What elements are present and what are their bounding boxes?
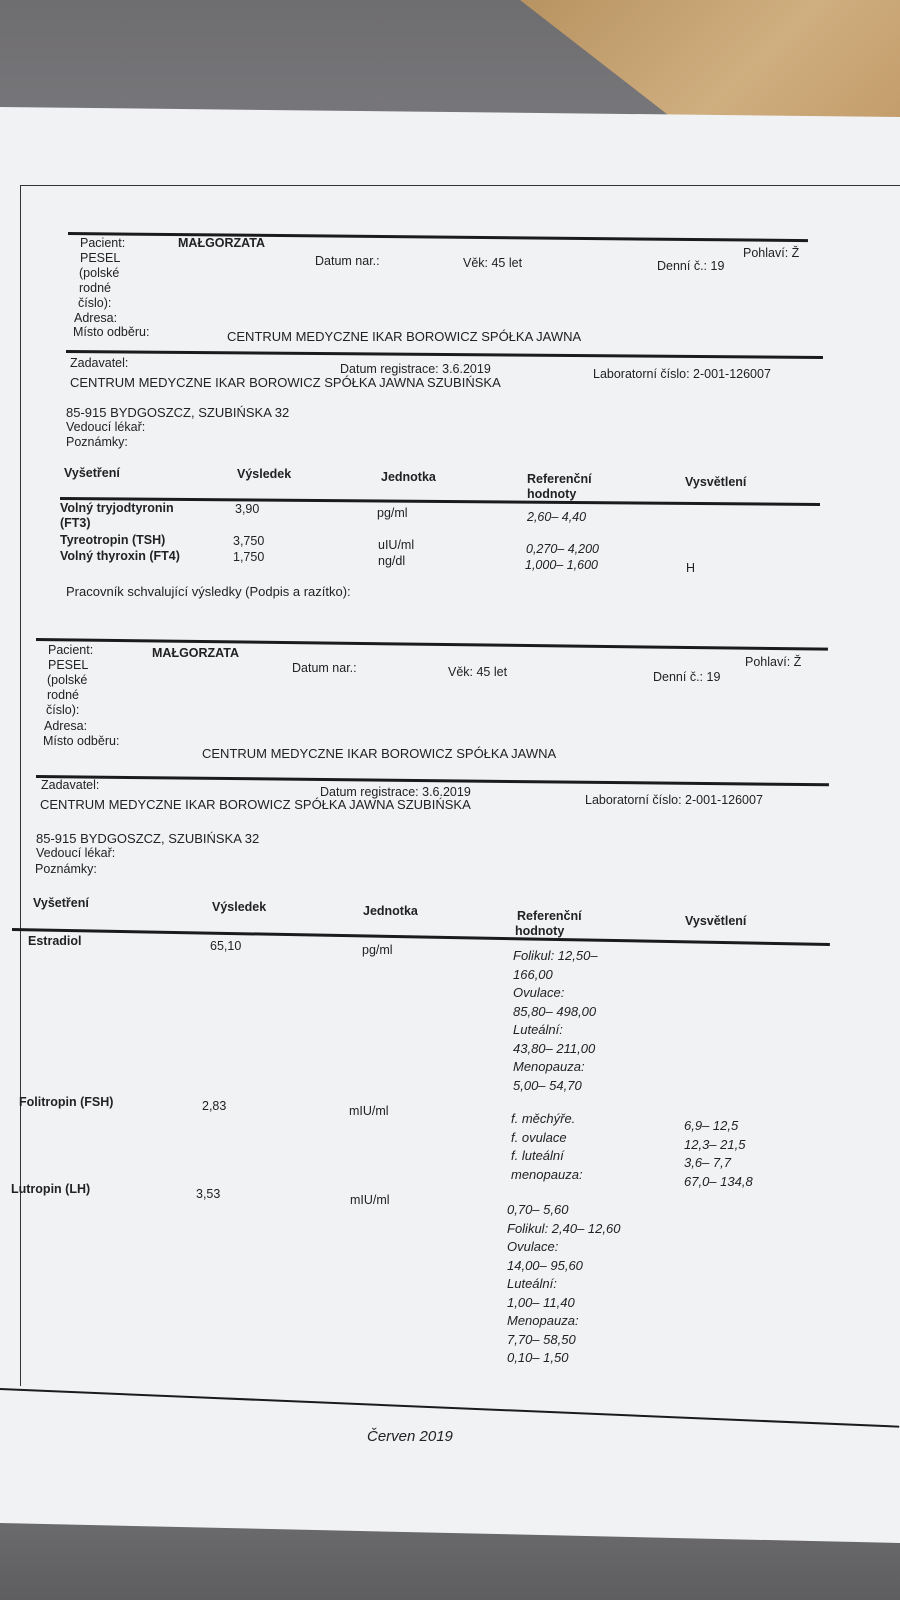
reference-line: 43,80– 211,00 bbox=[513, 1040, 596, 1056]
test-name: Folitropin (FSH) bbox=[19, 1095, 114, 1109]
collection-site-value: CENTRUM MEDYCZNE IKAR BOROWICZ SPÓŁKA JAWNA bbox=[202, 746, 557, 761]
collection-site-label: Místo odběru: bbox=[73, 325, 150, 339]
pesel-label: (polské bbox=[47, 673, 88, 687]
reference-line: menopauza: bbox=[511, 1166, 583, 1182]
reference-line: f. měchýře. bbox=[511, 1111, 576, 1126]
reference-line: 1,00– 11,40 bbox=[507, 1294, 575, 1310]
pesel-label: PESEL bbox=[80, 251, 121, 265]
reference-line: 85,80– 498,00 bbox=[513, 1003, 597, 1019]
reference-ranges bbox=[684, 1117, 753, 1191]
col-test-header: Vyšetření bbox=[33, 896, 89, 910]
reference-line: Luteální: bbox=[507, 1276, 557, 1291]
unit-value: uIU/ml bbox=[378, 538, 415, 552]
col-result-header: Výsledek bbox=[237, 467, 292, 481]
reference-line: Folikul: 2,40– 12,60 bbox=[507, 1220, 621, 1236]
result-value: 2,83 bbox=[202, 1099, 227, 1113]
reference-line: f. ovulace bbox=[511, 1129, 567, 1145]
reference-line: 12,3– 21,5 bbox=[684, 1136, 746, 1152]
col-reference-header: Referenční bbox=[517, 909, 582, 923]
pesel-label: číslo): bbox=[78, 296, 112, 310]
reference-line: Menopauza: bbox=[507, 1313, 579, 1328]
col-test-header: Vyšetření bbox=[64, 466, 120, 480]
lab-number: Laboratorní číslo: 2-001-126007 bbox=[593, 367, 771, 381]
test-name: Lutropin (LH) bbox=[11, 1182, 91, 1196]
col-unit-header: Jednotka bbox=[381, 470, 436, 484]
reference-line: 3,6– 7,7 bbox=[684, 1155, 731, 1170]
age-value: Věk: 45 let bbox=[448, 665, 508, 679]
reference-line: Menopauza: bbox=[513, 1059, 585, 1074]
result-value: 1,750 bbox=[233, 550, 265, 564]
reference-line: Ovulace: bbox=[507, 1239, 559, 1254]
notes-label: Poznámky: bbox=[35, 862, 97, 876]
reference-line: Luteální: bbox=[513, 1022, 563, 1037]
daily-number: Denní č.: 19 bbox=[657, 259, 725, 273]
head-doctor-label: Vedoucí lékař: bbox=[66, 420, 146, 434]
unit-value: mIU/ml bbox=[349, 1104, 389, 1118]
registration-date: Datum registrace: 3.6.2019 bbox=[320, 785, 471, 799]
reference-line: 166,00 bbox=[513, 966, 553, 982]
col-reference-header: hodnoty bbox=[515, 924, 565, 938]
pesel-label: rodné bbox=[47, 688, 79, 702]
reference-line: 5,00– 54,70 bbox=[513, 1077, 582, 1093]
col-unit-header: Jednotka bbox=[363, 904, 418, 918]
orderer-name: CENTRUM MEDYCZNE IKAR BOROWICZ SPÓŁKA JAWNA SZUBIŃSKA bbox=[70, 375, 501, 390]
orderer-name: CENTRUM MEDYCZNE IKAR BOROWICZ SPÓŁKA JAWNA SZUBIŃSKA bbox=[40, 797, 471, 812]
orderer-address: 85-915 BYDGOSZCZ, SZUBIŃSKA 32 bbox=[66, 405, 290, 420]
notes-label: Poznámky: bbox=[66, 435, 128, 449]
approver-label: Pracovník schvalující výsledky (Podpis a razítko): bbox=[66, 584, 351, 599]
reference-line: 14,00– 95,60 bbox=[507, 1257, 583, 1273]
pesel-label: číslo): bbox=[46, 703, 80, 717]
footer-date: Červen 2019 bbox=[367, 1428, 453, 1445]
test-name: Estradiol bbox=[28, 934, 82, 948]
col-reference-header: hodnoty bbox=[527, 487, 577, 501]
unit-value: mIU/ml bbox=[350, 1193, 390, 1207]
result-value: 3,750 bbox=[233, 534, 265, 548]
address-label: Adresa: bbox=[74, 311, 118, 325]
test-name: (FT3) bbox=[60, 516, 91, 530]
patient-name: MAŁGORZATA bbox=[152, 646, 240, 660]
col-result-header: Výsledek bbox=[212, 900, 267, 914]
patient-name: MAŁGORZATA bbox=[178, 236, 266, 250]
reference-line: Folikul: 12,50– bbox=[513, 948, 598, 963]
orderer-label: Zadavatel: bbox=[70, 356, 129, 370]
flag-high: H bbox=[686, 561, 696, 575]
collection-site-label: Místo odběru: bbox=[43, 734, 120, 748]
birth-date-label: Datum nar.: bbox=[292, 661, 357, 675]
reference-values bbox=[513, 947, 598, 1095]
birth-date-label: Datum nar.: bbox=[315, 254, 380, 268]
unit-value: pg/ml bbox=[377, 506, 408, 520]
reference-line: 6,9– 12,5 bbox=[684, 1118, 739, 1133]
head-doctor-label: Vedoucí lékař: bbox=[36, 846, 116, 860]
col-explanation-header: Vysvětlení bbox=[685, 475, 747, 489]
reference-values bbox=[507, 1201, 620, 1368]
test-name: Volný thyroxin (FT4) bbox=[60, 549, 180, 563]
sex-value: Pohlaví: Ž bbox=[743, 246, 800, 260]
reference-line: 7,70– 58,50 bbox=[507, 1331, 576, 1347]
reference-line: 67,0– 134,8 bbox=[684, 1173, 753, 1189]
reference-values bbox=[511, 1110, 583, 1184]
reference-value: 0,270– 4,200 bbox=[526, 542, 599, 556]
test-name: Volný tryjodtyronin bbox=[60, 501, 174, 515]
col-explanation-header: Vysvětlení bbox=[685, 914, 747, 928]
orderer-label: Zadavatel: bbox=[41, 778, 100, 792]
reference-line: Ovulace: bbox=[513, 985, 565, 1000]
result-value: 3,90 bbox=[235, 502, 260, 516]
sex-value: Pohlaví: Ž bbox=[745, 655, 802, 669]
reference-line: 0,70– 5,60 bbox=[507, 1202, 569, 1217]
reference-line: 0,10– 1,50 bbox=[507, 1350, 569, 1365]
pesel-label: (polské bbox=[79, 266, 120, 280]
reference-value: 2,60– 4,40 bbox=[527, 510, 587, 524]
age-value: Věk: 45 let bbox=[463, 256, 523, 270]
reference-value: 1,000– 1,600 bbox=[525, 558, 598, 572]
pesel-label: PESEL bbox=[48, 658, 89, 672]
pesel-label: rodné bbox=[79, 281, 111, 295]
reference-line: f. luteální bbox=[511, 1148, 564, 1163]
patient-label: Pacient: bbox=[80, 236, 126, 250]
result-value: 3,53 bbox=[196, 1187, 221, 1201]
col-reference-header: Referenční bbox=[527, 472, 592, 486]
collection-site-value: CENTRUM MEDYCZNE IKAR BOROWICZ SPÓŁKA JAWNA bbox=[227, 329, 582, 344]
test-name: Tyreotropin (TSH) bbox=[60, 533, 166, 547]
daily-number: Denní č.: 19 bbox=[653, 670, 721, 684]
orderer-address: 85-915 BYDGOSZCZ, SZUBIŃSKA 32 bbox=[36, 831, 260, 846]
lab-number: Laboratorní číslo: 2-001-126007 bbox=[585, 793, 763, 807]
unit-value: pg/ml bbox=[362, 943, 393, 957]
unit-value: ng/dl bbox=[378, 554, 406, 568]
registration-date: Datum registrace: 3.6.2019 bbox=[340, 362, 491, 376]
address-label: Adresa: bbox=[44, 719, 88, 733]
result-value: 65,10 bbox=[210, 939, 242, 953]
patient-label: Pacient: bbox=[48, 643, 94, 657]
